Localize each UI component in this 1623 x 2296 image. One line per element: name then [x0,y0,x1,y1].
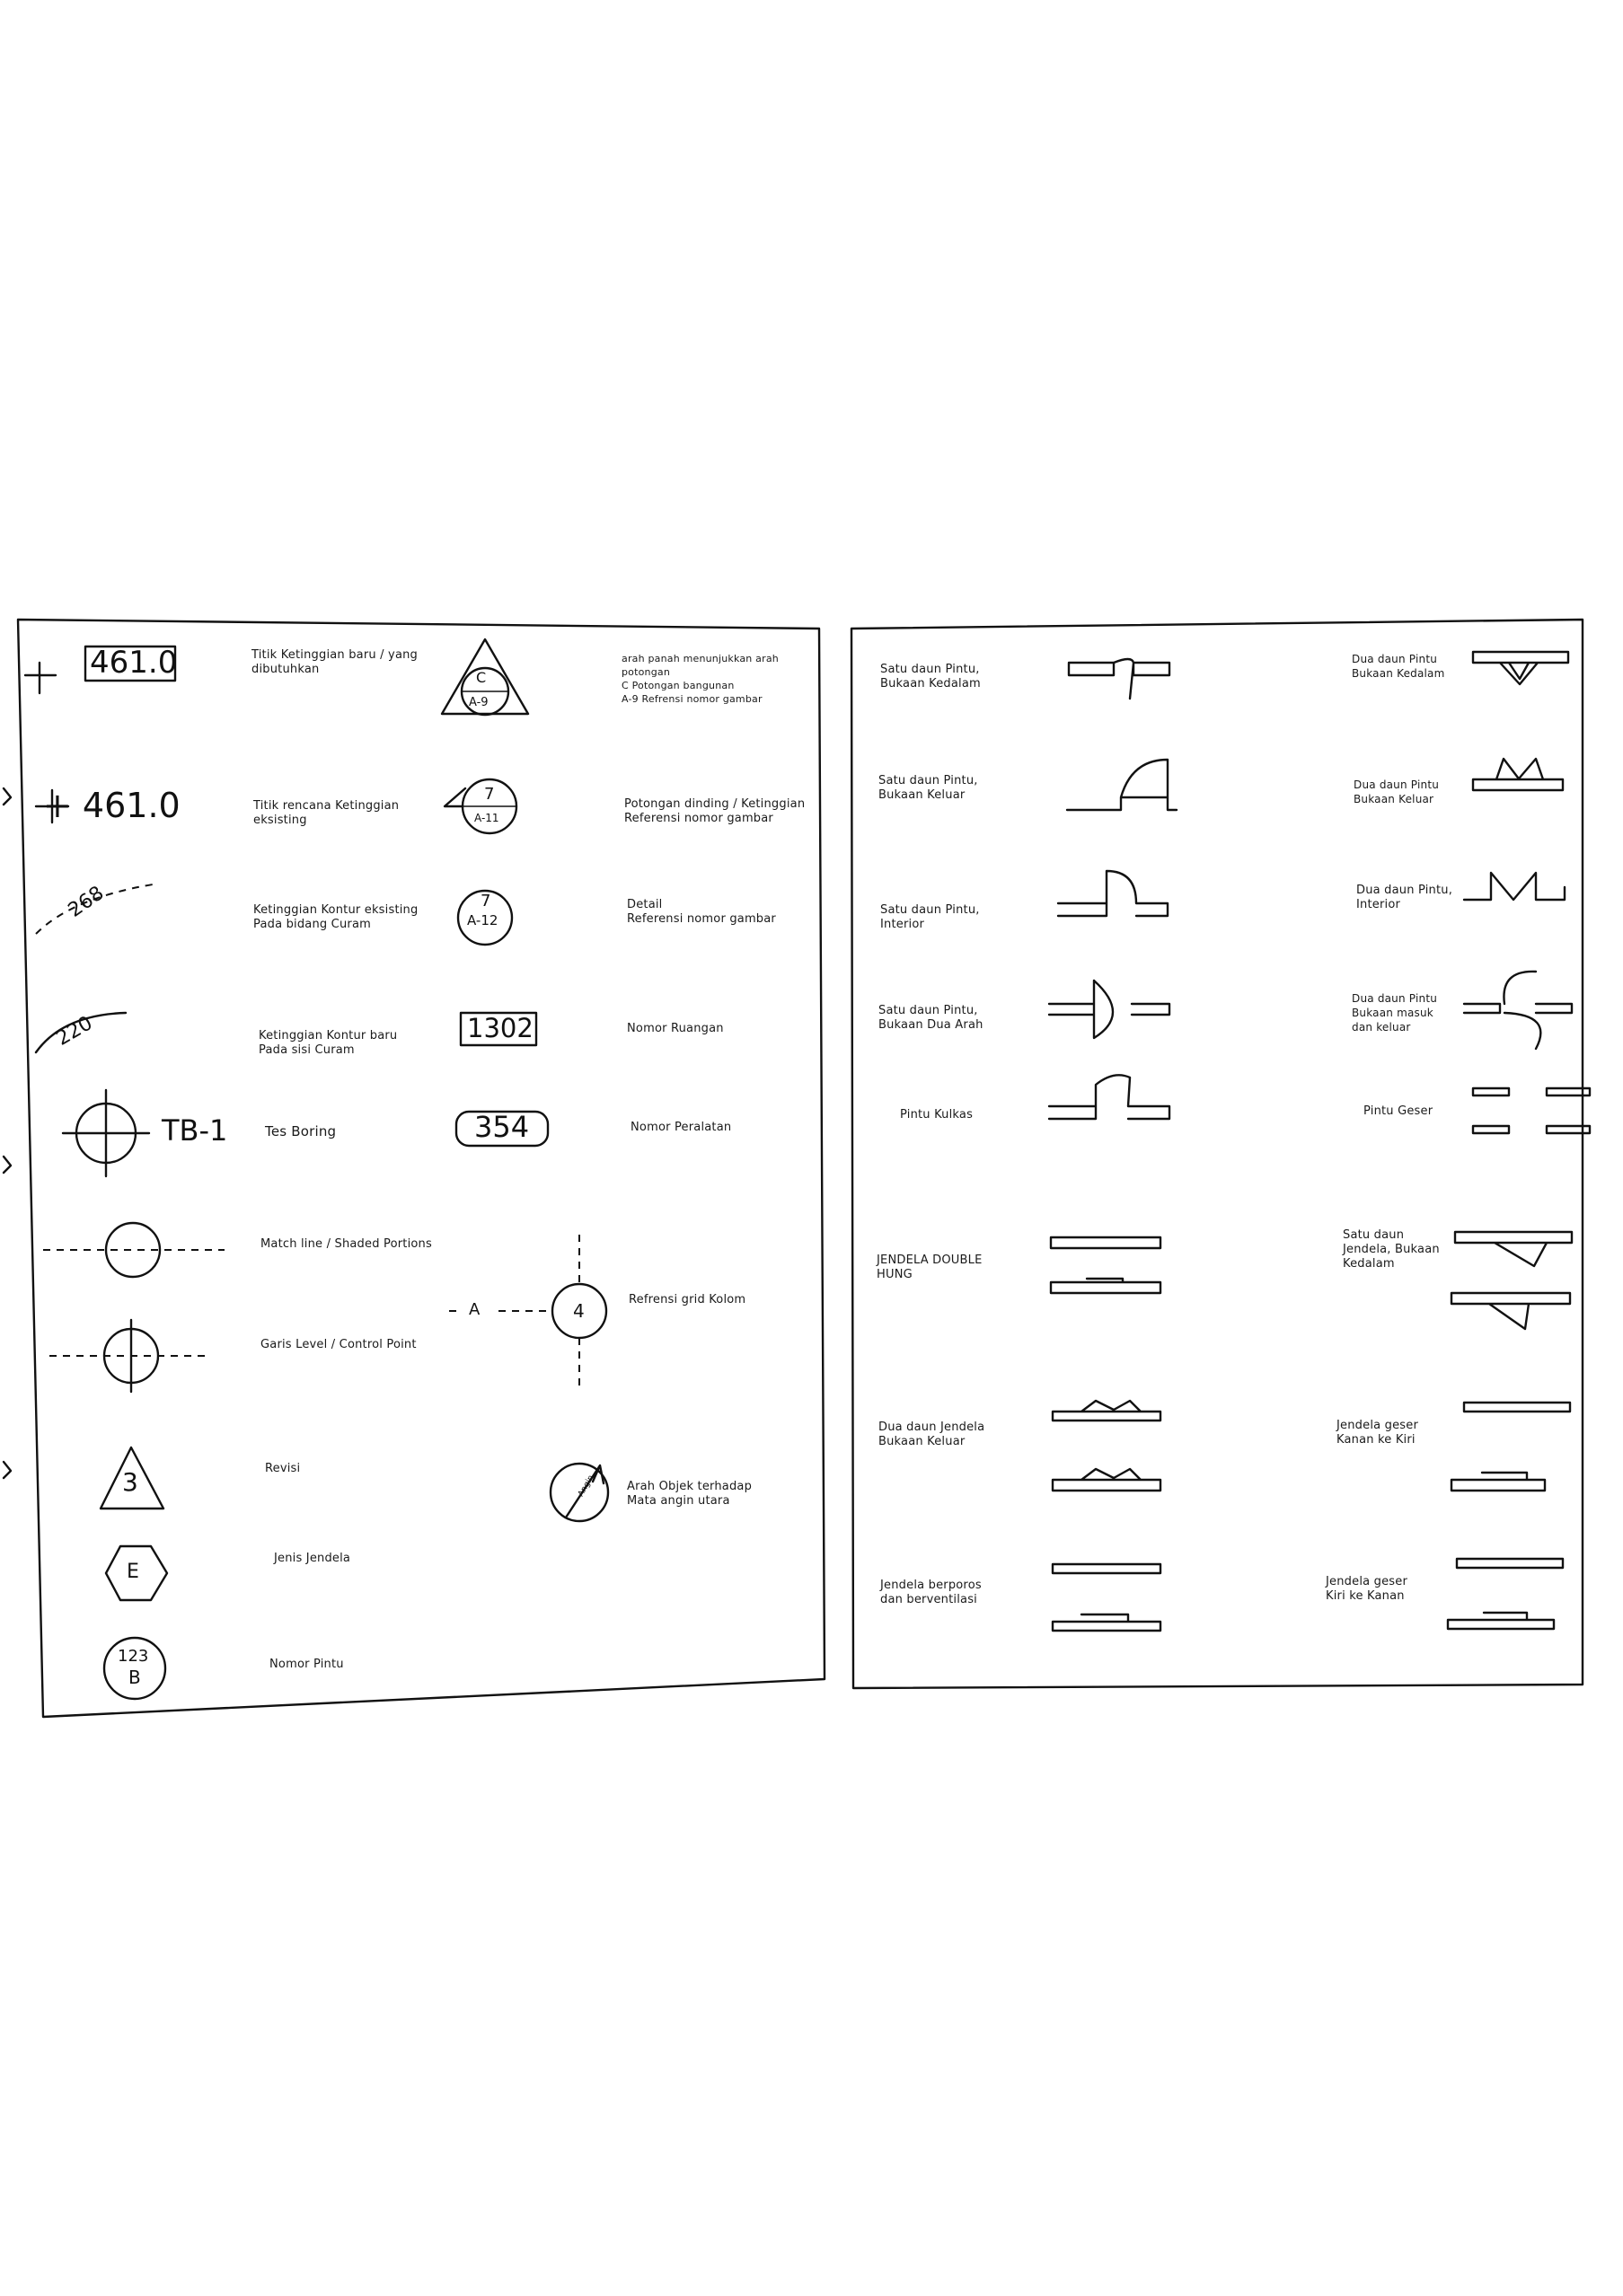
double-hung-window-label: JENDELA DOUBLE HUNG [877,1254,983,1281]
single-door-two-way-label: Satu daun Pintu, Bukaan Dua Arah [878,1004,984,1032]
double-door-interior-icon [1464,873,1565,900]
pivot-window-label: Jendela berporos dan berventilasi [880,1579,982,1606]
north-label: Angin [577,1473,596,1499]
double-door-in-icon [1473,652,1568,684]
boring-tag: TB-1 [162,1113,228,1148]
binder-mark-2 [4,1157,11,1173]
door-number-top: 123 [118,1647,149,1666]
contour-new-value: 220 [52,1012,97,1051]
wall-section-top: 7 [484,785,495,804]
equipment-label: Nomor Peralatan [631,1121,732,1134]
pivot-window-icon [1053,1564,1160,1631]
single-door-two-way-icon [1049,981,1169,1038]
north-description: Arah Objek terhadap Mata angin utara [627,1480,753,1508]
right-symbol-sheet [844,0,1623,1733]
spot-new-value: 461.0 [90,645,178,681]
double-door-interior-label: Dua daun Pintu, Interior [1356,884,1453,911]
sliding-door-icon [1473,1088,1590,1133]
single-door-out-icon [1067,760,1177,810]
boring-label: Tes Boring [265,1123,337,1139]
double-door-out-label: Dua daun Pintu Bukaan Keluar [1354,779,1440,805]
contour-existing-label: Ketinggian Kontur eksisting Pada bidang Curam [253,903,419,931]
single-door-in-icon [1069,659,1169,699]
spot-new-plus-icon [25,663,56,693]
door-number-label: Nomor Pintu [269,1658,344,1671]
grid-label: Refrensi grid Kolom [629,1293,746,1306]
left-symbol-sheet [0,0,826,1733]
room-number-value: 1302 [467,1013,534,1043]
sliding-window-lr-label: Jendela geser Kiri ke Kanan [1326,1575,1407,1603]
sliding-window-lr-icon [1448,1559,1563,1629]
double-door-out-icon [1473,759,1563,790]
single-window-in-icon [1451,1232,1572,1329]
contour-new-label: Ketinggian Kontur baru Pada sisi Curam [259,1029,398,1057]
detail-bottom: A-12 [467,912,498,928]
sliding-window-rl-icon [1451,1403,1570,1491]
window-type-letter: E [127,1561,139,1583]
wall-section-bottom: A-11 [474,812,499,824]
grid-letter: A [469,1300,481,1319]
revolving-door-label: Pintu Kulkas [900,1108,974,1122]
match-line-label: Match line / Shaded Portions [260,1237,432,1251]
grade-level-label: Garis Level / Control Point [260,1338,417,1351]
revision-label: Revisi [265,1462,301,1475]
binder-mark-3 [4,1462,11,1478]
grid-number: 4 [573,1300,585,1322]
single-door-interior-icon [1058,871,1168,916]
revision-number: 3 [122,1467,138,1497]
single-door-interior-label: Satu daun Pintu, Interior [880,903,980,931]
sliding-window-rl-label: Jendela geser Kanan ke Kiri [1336,1419,1418,1447]
single-door-in-label: Satu daun Pintu, Bukaan Kedalam [880,663,981,691]
double-window-out-label: Dua daun Jendela Bukaan Keluar [878,1421,985,1448]
double-door-in-out-icon [1464,972,1572,1049]
room-number-label: Nomor Ruangan [627,1022,724,1035]
binder-mark-1 [4,788,11,805]
wall-section-label: Potongan dinding / Ketinggian Referensi nomor gambar [624,797,806,825]
door-number-bottom: B [128,1667,141,1688]
boring-crosshair-icon [63,1090,149,1176]
left-sheet-border [18,620,825,1717]
sliding-door-label: Pintu Geser [1363,1104,1433,1118]
spot-existing-value: + 461.0 [43,786,181,825]
detail-top: 7 [481,892,491,910]
window-type-label: Jenis Jendela [274,1552,351,1565]
double-door-in-label: Dua daun Pintu Bukaan Kedalam [1352,653,1445,680]
section-top: C [476,669,487,686]
equipment-number-value: 354 [474,1110,530,1144]
double-window-out-icon [1053,1401,1160,1491]
section-label: arah panah menunjukkan arah potongan C Potongan bangunan A-9 Refrensi nomor gambar [622,653,779,705]
double-hung-window-icon [1051,1237,1160,1293]
detail-label: Detail Referensi nomor gambar [627,898,776,926]
spot-new-label: Titik Ketinggian baru / yang dibutuhkan [251,648,418,676]
single-door-out-label: Satu daun Pintu, Bukaan Keluar [878,774,978,802]
spot-existing-label: Titik rencana Ketinggian eksisting [253,799,400,827]
contour-existing-value: 268 [64,882,109,922]
single-window-in-label: Satu daun Jendela, Bukaan Kedalam [1343,1228,1440,1271]
revolving-door-icon [1049,1075,1169,1119]
right-sheet-drawing [844,0,1623,1733]
section-bottom: A-9 [469,696,489,709]
double-door-in-out-label: Dua daun Pintu Bukaan masuk dan keluar [1352,992,1438,1034]
